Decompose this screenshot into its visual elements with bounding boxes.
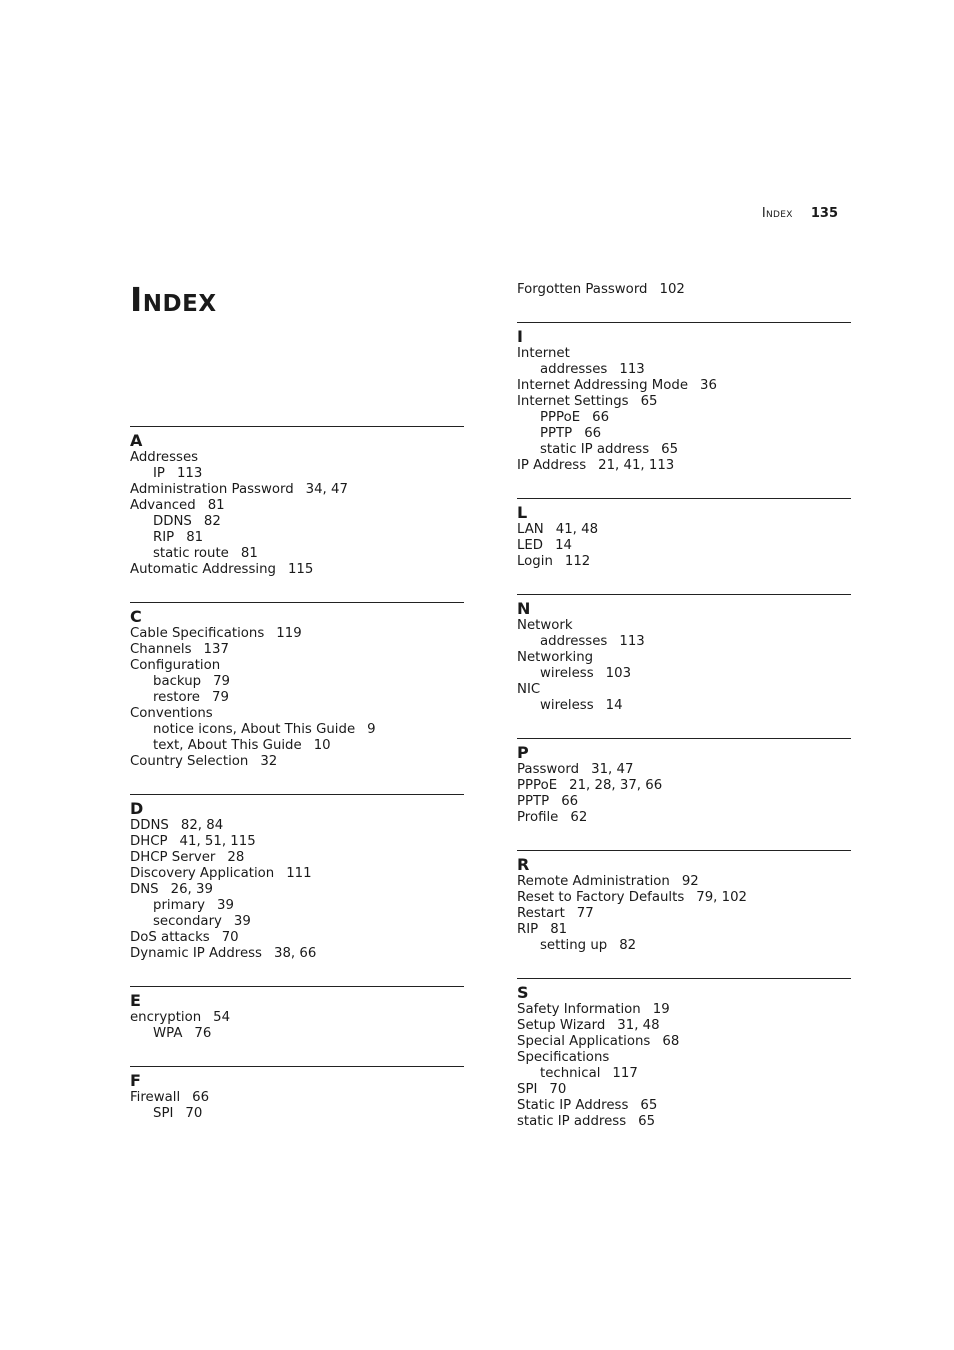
index-subentry (517, 362, 851, 378)
entry-term: restore (153, 690, 200, 705)
entry-pages: 81 (186, 530, 204, 545)
index-entry (130, 658, 464, 674)
entry-pages: 66 (192, 1090, 210, 1105)
entry-term: static route (153, 546, 229, 561)
index-entry (517, 778, 851, 794)
index-entry (517, 1098, 851, 1114)
page-number: 135 (810, 206, 838, 221)
index-entry (130, 834, 464, 850)
entry-pages: 65 (638, 1114, 656, 1129)
entry-pages: 65 (661, 442, 679, 457)
index-entry (517, 650, 851, 666)
entry-term: Administration Password (130, 482, 294, 497)
entry-term: Firewall (130, 1090, 181, 1105)
entry-term: DHCP Server (130, 850, 216, 865)
index-entry (517, 346, 851, 362)
index-entry (517, 538, 851, 554)
index-entry (517, 522, 851, 538)
entry-pages: 119 (276, 626, 302, 641)
index-entry (517, 906, 851, 922)
index-section-lead (517, 282, 851, 298)
index-entry (517, 618, 851, 634)
index-subentry (517, 938, 851, 954)
index-section-c (130, 602, 464, 770)
entry-term: PPTP (540, 426, 573, 441)
index-entry (517, 1034, 851, 1050)
entry-term: RIP (517, 922, 539, 937)
entry-pages: 31, 48 (617, 1018, 660, 1033)
index-column-left (130, 426, 464, 1122)
entry-pages: 21, 28, 37, 66 (569, 778, 663, 793)
entry-term: DDNS (153, 514, 192, 529)
entry-pages: 34, 47 (305, 482, 348, 497)
index-entry (517, 682, 851, 698)
index-subentry (130, 1106, 464, 1122)
running-header-title: Index (761, 206, 793, 221)
index-section-l (517, 498, 851, 570)
page-title: Index (130, 280, 217, 319)
index-subentry (130, 722, 464, 738)
entry-term: Channels (130, 642, 192, 657)
index-entry (130, 818, 464, 834)
section-letter: F (130, 1071, 141, 1090)
section-letter: E (130, 991, 141, 1010)
entry-pages: 19 (652, 1002, 670, 1017)
entry-pages: 137 (203, 642, 229, 657)
index-entry (130, 626, 464, 642)
entry-term: technical (540, 1066, 601, 1081)
index-entry (130, 754, 464, 770)
entry-pages: 14 (555, 538, 572, 553)
entry-pages: 54 (213, 1010, 231, 1025)
entry-term: PPPoE (517, 778, 558, 793)
entry-term: backup (153, 674, 202, 689)
entry-pages: 117 (612, 1066, 638, 1081)
index-section-p (517, 738, 851, 826)
index-subentry (517, 634, 851, 650)
entry-pages: 79 (212, 690, 229, 705)
entry-term: wireless (540, 698, 594, 713)
entry-term: Remote Administration (517, 874, 670, 889)
section-letter: A (130, 431, 143, 450)
index-entry (130, 882, 464, 898)
section-letter: D (130, 799, 144, 818)
entry-pages: 81 (207, 498, 225, 513)
index-subentry (517, 442, 851, 458)
index-section-s (517, 978, 851, 1130)
entry-term: addresses (540, 634, 608, 649)
index-section-e (130, 986, 464, 1042)
entry-pages: 14 (605, 698, 623, 713)
index-entry (517, 922, 851, 938)
entry-term: Internet (517, 346, 570, 361)
index-section-f (130, 1066, 464, 1122)
entry-pages: 113 (176, 466, 203, 481)
entry-term: Cable Specifications (130, 626, 265, 641)
entry-pages: 10 (313, 738, 331, 753)
section-letter: P (517, 743, 529, 762)
entry-pages: 70 (185, 1106, 203, 1121)
entry-pages: 39 (233, 914, 251, 929)
index-subentry (130, 898, 464, 914)
index-entry (517, 1002, 851, 1018)
entry-term: Forgotten Password (517, 282, 648, 297)
entry-term: IP (153, 466, 165, 481)
entry-term: Conventions (130, 706, 213, 721)
entry-pages: 38, 66 (274, 946, 317, 961)
entry-term: Addresses (130, 450, 199, 465)
section-letter: N (517, 599, 531, 618)
index-subentry (517, 698, 851, 714)
entry-term: Discovery Application (130, 866, 275, 881)
index-column-right (517, 282, 851, 1154)
index-entry (517, 1018, 851, 1034)
entry-pages: 68 (662, 1034, 680, 1049)
entry-pages: 31, 47 (591, 762, 634, 777)
index-entry (517, 794, 851, 810)
entry-term: Restart (517, 906, 565, 921)
index-subentry (130, 530, 464, 546)
index-section-r (517, 850, 851, 954)
index-subentry (517, 666, 851, 682)
index-entry (130, 946, 464, 962)
entry-pages: 28 (227, 850, 245, 865)
index-entry (517, 378, 851, 394)
index-entry (517, 458, 851, 474)
entry-term: Network (517, 618, 573, 633)
entry-term: Login (517, 554, 553, 569)
index-entry (130, 642, 464, 658)
section-letter: L (517, 503, 528, 522)
index-entry (517, 394, 851, 410)
section-letter: C (130, 607, 142, 626)
entry-term: Safety Information (517, 1002, 641, 1017)
entry-term: text, About This Guide (153, 738, 302, 753)
index-entry (130, 482, 464, 498)
entry-pages: 81 (240, 546, 258, 561)
entry-term: notice icons, About This Guide (153, 722, 356, 737)
entry-pages: 9 (367, 722, 376, 737)
index-entry (130, 866, 464, 882)
entry-term: encryption (130, 1010, 202, 1025)
entry-term: wireless (540, 666, 594, 681)
entry-term: static IP address (517, 1114, 627, 1129)
entry-term: Password (517, 762, 580, 777)
entry-pages: 79 (213, 674, 230, 689)
entry-pages: 92 (681, 874, 699, 889)
section-letter: R (517, 855, 530, 874)
entry-pages: 76 (194, 1026, 212, 1041)
entry-pages: 115 (287, 562, 314, 577)
entry-term: PPPoE (540, 410, 581, 425)
index-entry (517, 810, 851, 826)
entry-pages: 112 (564, 554, 591, 569)
index-entry (517, 1114, 851, 1130)
index-entry (517, 874, 851, 890)
index-subentry (130, 466, 464, 482)
index-subentry (517, 426, 851, 442)
index-subentry (130, 514, 464, 530)
entry-term: static IP address (540, 442, 650, 457)
section-letter: S (517, 983, 529, 1002)
entry-term: Setup Wizard (517, 1018, 606, 1033)
entry-pages: 65 (640, 1098, 658, 1113)
entry-pages: 66 (592, 410, 610, 425)
entry-term: Automatic Addressing (130, 562, 276, 577)
entry-term: Reset to Factory Defaults (517, 890, 685, 905)
index-entry (130, 850, 464, 866)
entry-pages: 113 (619, 634, 645, 649)
entry-term: Networking (517, 650, 594, 665)
running-header (700, 206, 838, 222)
index-section-n (517, 594, 851, 714)
entry-term: Internet Addressing Mode (517, 378, 688, 393)
entry-pages: 82, 84 (180, 818, 224, 833)
entry-term: DoS attacks (130, 930, 210, 945)
entry-term: WPA (153, 1026, 183, 1041)
entry-pages: 81 (550, 922, 568, 937)
entry-term: Configuration (130, 658, 221, 673)
entry-pages: 77 (576, 906, 594, 921)
index-entry (130, 498, 464, 514)
entry-term: Country Selection (130, 754, 249, 769)
index-entry (130, 706, 464, 722)
entry-term: Static IP Address (517, 1098, 629, 1113)
entry-term: primary (153, 898, 206, 913)
entry-term: DNS (130, 882, 159, 897)
index-section-i (517, 322, 851, 474)
entry-pages: 82 (203, 514, 221, 529)
entry-term: Special Applications (517, 1034, 651, 1049)
index-entry (517, 554, 851, 570)
entry-term: LED (517, 538, 544, 553)
entry-pages: 65 (640, 394, 658, 409)
index-subentry (130, 546, 464, 562)
entry-pages: 26, 39 (170, 882, 213, 897)
entry-pages: 36 (700, 378, 717, 393)
entry-pages: 21, 41, 113 (598, 458, 675, 473)
entry-term: DHCP (130, 834, 168, 849)
entry-term: DDNS (130, 818, 169, 833)
index-entry (517, 762, 851, 778)
entry-pages: 79, 102 (696, 890, 748, 905)
entry-term: addresses (540, 362, 608, 377)
index-subentry (130, 674, 464, 690)
entry-pages: 66 (584, 426, 602, 441)
section-letter: I (517, 327, 523, 346)
index-section-d (130, 794, 464, 962)
entry-term: secondary (153, 914, 222, 929)
entry-term: Specifications (517, 1050, 610, 1065)
entry-pages: 32 (260, 754, 278, 769)
index-entry (130, 450, 464, 466)
entry-pages: 82 (619, 938, 637, 953)
entry-term: SPI (517, 1082, 538, 1097)
entry-term: SPI (153, 1106, 174, 1121)
index-subentry (517, 410, 851, 426)
index-section-a (130, 426, 464, 578)
entry-term: LAN (517, 522, 544, 537)
index-subentry (130, 1026, 464, 1042)
entry-term: Advanced (130, 498, 196, 513)
index-entry (517, 282, 851, 298)
entry-term: setting up (540, 938, 608, 953)
entry-pages: 62 (570, 810, 588, 825)
entry-term: IP Address (517, 458, 587, 473)
entry-pages: 102 (659, 282, 685, 297)
index-subentry (130, 690, 464, 706)
index-entry (130, 562, 464, 578)
entry-term: RIP (153, 530, 175, 545)
entry-pages: 111 (286, 866, 312, 881)
entry-pages: 41, 48 (555, 522, 599, 537)
entry-term: Dynamic IP Address (130, 946, 262, 961)
entry-term: Profile (517, 810, 559, 825)
index-entry (130, 1010, 464, 1026)
entry-term: Internet Settings (517, 394, 629, 409)
entry-term: NIC (517, 682, 541, 697)
index-subentry (517, 1066, 851, 1082)
index-entry (517, 1082, 851, 1098)
entry-pages: 41, 51, 115 (179, 834, 256, 849)
entry-pages: 66 (561, 794, 579, 809)
index-subentry (130, 738, 464, 754)
index-entry (517, 1050, 851, 1066)
entry-pages: 70 (549, 1082, 567, 1097)
entry-term: PPTP (517, 794, 550, 809)
entry-pages: 70 (221, 930, 239, 945)
index-entry (130, 1090, 464, 1106)
index-entry (517, 890, 851, 906)
entry-pages: 39 (217, 898, 234, 913)
entry-pages: 113 (619, 362, 645, 377)
index-subentry (130, 914, 464, 930)
index-entry (130, 930, 464, 946)
entry-pages: 103 (605, 666, 632, 681)
